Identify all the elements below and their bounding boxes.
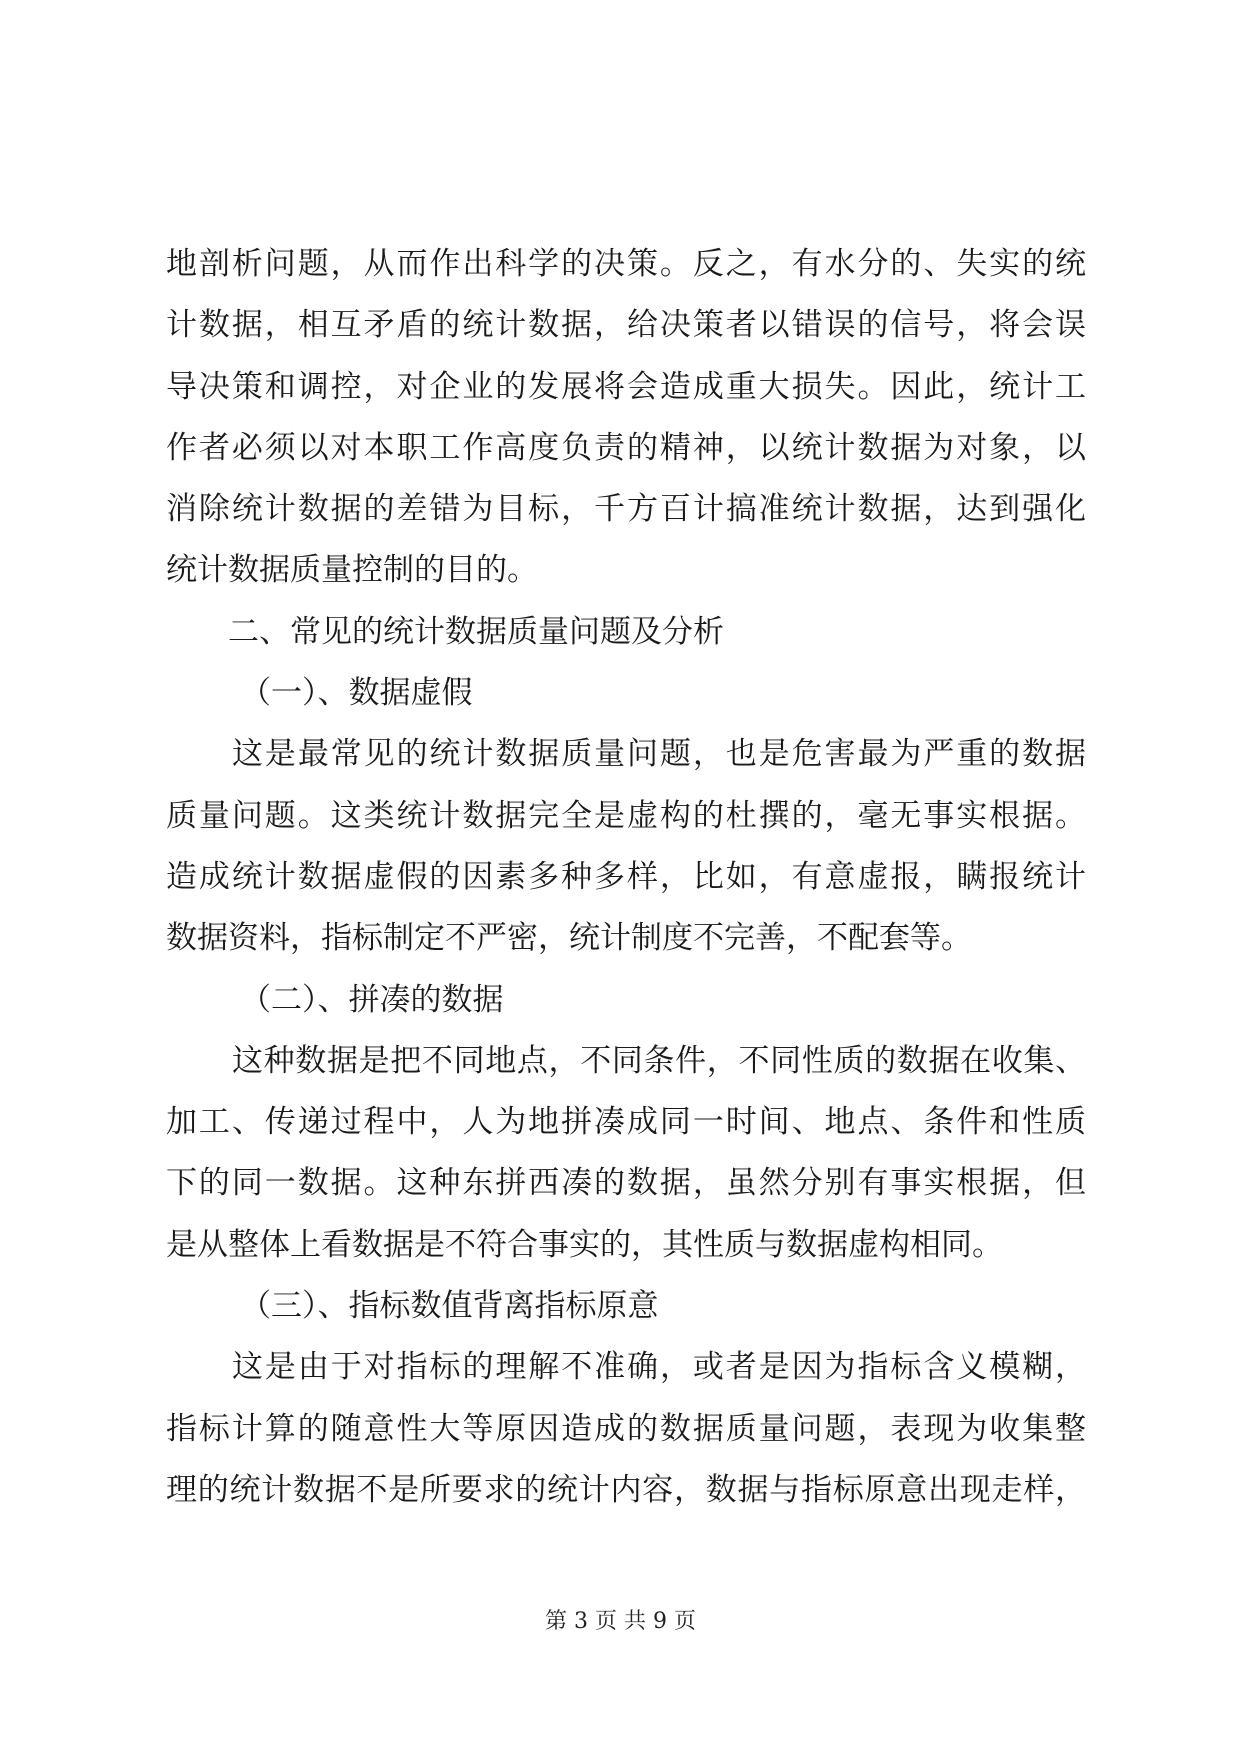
paragraph-line: 理的统计数据不是所要求的统计内容，数据与指标原意出现走样， — [166, 1471, 1086, 1508]
paragraph-line: 质量问题。这类统计数据完全是虚构的杜撰的，毫无事实根据。 — [166, 797, 1086, 834]
paragraph-line: 下的同一数据。这种东拼西凑的数据，虽然分别有事实根据，但 — [166, 1165, 1086, 1202]
paragraph-line: 导决策和调控，对企业的发展将会造成重大损失。因此，统计工 — [166, 368, 1086, 405]
paragraph-line: 指标计算的随意性大等原因造成的数据质量问题，表现为收集整 — [166, 1410, 1086, 1447]
subsection-heading: （二）、拼凑的数据 — [240, 981, 504, 1018]
paragraph-first-line: 这是由于对指标的理解不准确，或者是因为指标含义模糊， — [232, 1349, 1086, 1386]
document-body — [166, 234, 1086, 1521]
paragraph-line: 加工、传递过程中，人为地拼凑成同一时间、地点、条件和性质 — [166, 1104, 1086, 1141]
paragraph-line: 数据资料，指标制定不严密，统计制度不完善，不配套等。 — [166, 920, 972, 957]
paragraph-first-line: 这种数据是把不同地点，不同条件，不同性质的数据在收集、 — [232, 1042, 1086, 1079]
paragraph-line: 计数据，相互矛盾的统计数据，给决策者以错误的信号，将会误 — [166, 307, 1086, 344]
page-footer: 第 3 页 共 9 页 — [545, 1609, 696, 1634]
paragraph-line: 地剖析问题，从而作出科学的决策。反之，有水分的、失实的统 — [166, 246, 1086, 282]
paragraph-line: 造成统计数据虚假的因素多种多样，比如，有意虚报，瞒报统计 — [166, 858, 1086, 895]
paragraph-line: 作者必须以对本职工作高度负责的精神，以统计数据为对象，以 — [166, 429, 1086, 466]
paragraph-line: 统计数据质量控制的目的。 — [166, 552, 538, 589]
section-heading: 二、常见的统计数据质量问题及分析 — [228, 613, 724, 650]
paragraph-line: 消除统计数据的差错为目标，千方百计搞准统计数据，达到强化 — [166, 491, 1086, 528]
paragraph-first-line: 这是最常见的统计数据质量问题，也是危害最为严重的数据 — [232, 736, 1086, 773]
subsection-heading: （一）、数据虚假 — [240, 675, 473, 712]
paragraph-line: 是从整体上看数据是不符合事实的，其性质与数据虚构相同。 — [166, 1226, 1003, 1263]
subsection-heading: （三）、指标数值背离指标原意 — [240, 1288, 659, 1325]
